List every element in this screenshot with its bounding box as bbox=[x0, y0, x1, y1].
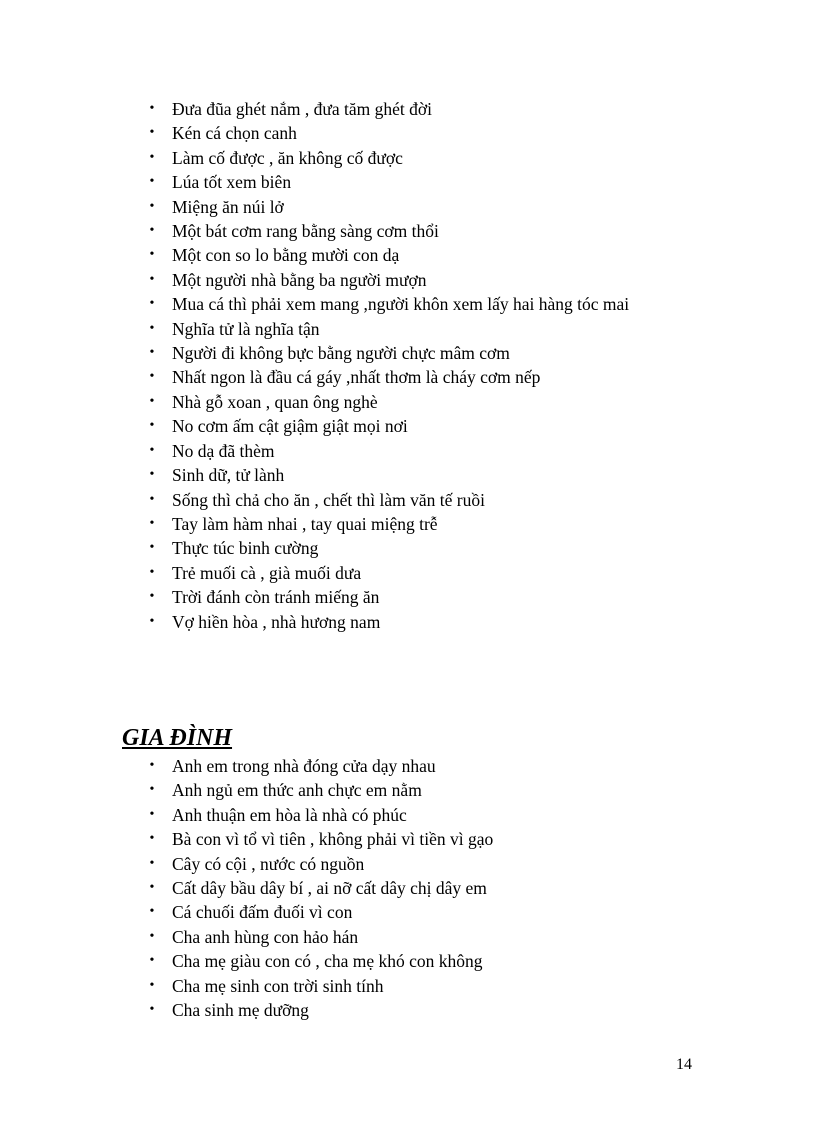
list-item bbox=[146, 146, 676, 170]
list-item bbox=[146, 585, 676, 609]
list-item-text: Làm cố được , ăn không cố được bbox=[172, 147, 403, 168]
list-item-text: Một bát cơm rang bằng sàng cơm thổi bbox=[172, 221, 439, 242]
bullet-icon: • bbox=[149, 953, 155, 969]
list-item bbox=[146, 121, 676, 145]
list-item-text: Sinh dữ, tử lành bbox=[172, 465, 285, 486]
list-item bbox=[146, 365, 676, 389]
list-item-text: Cất dây bầu dây bí , ai nỡ cất dây chị dây em bbox=[172, 878, 487, 899]
list-item bbox=[146, 900, 676, 924]
list-item bbox=[146, 219, 676, 243]
bullet-icon: • bbox=[149, 806, 155, 822]
page-number: 14 bbox=[676, 1056, 692, 1073]
bullet-icon: • bbox=[149, 442, 155, 458]
bullet-icon: • bbox=[149, 223, 155, 239]
list-item bbox=[146, 317, 676, 341]
bullet-icon: • bbox=[149, 271, 155, 287]
list-item-text: Bà con vì tổ vì tiên , không phải vì tiền vì gạo bbox=[172, 829, 494, 850]
list-item bbox=[146, 610, 676, 634]
list-item-text: Lúa tốt xem biên bbox=[172, 172, 292, 193]
list-item bbox=[146, 778, 676, 802]
list-item bbox=[146, 876, 676, 900]
list-item-text: Thực túc binh cường bbox=[172, 538, 319, 559]
list-item-text: Cây có cội , nước có nguồn bbox=[172, 853, 365, 874]
bullet-icon: • bbox=[149, 758, 155, 773]
list-item-text: No dạ đã thèm bbox=[172, 440, 275, 461]
bullet-icon: • bbox=[149, 855, 155, 871]
proverb-list-family bbox=[146, 754, 676, 1022]
bullet-icon: • bbox=[149, 296, 155, 312]
bullet-icon: • bbox=[149, 198, 155, 214]
bullet-icon: • bbox=[149, 345, 155, 361]
bullet-icon: • bbox=[149, 149, 155, 165]
proverb-list-top bbox=[146, 97, 676, 634]
list-item bbox=[146, 998, 676, 1022]
list-item-text: Cha mẹ giàu con có , cha mẹ khó con không bbox=[172, 951, 483, 972]
list-item bbox=[146, 488, 676, 512]
bullet-icon: • bbox=[149, 540, 155, 556]
list-item-text: Một người nhà bằng ba người mượn bbox=[172, 269, 427, 290]
bullet-icon: • bbox=[149, 613, 155, 629]
list-item-text: Cá chuối đấm đuối vì con bbox=[172, 902, 353, 923]
bullet-icon: • bbox=[149, 467, 155, 483]
list-item-text: Kén cá chọn canh bbox=[172, 123, 297, 144]
list-item bbox=[146, 561, 676, 585]
list-item bbox=[146, 170, 676, 194]
bullet-icon: • bbox=[149, 589, 155, 605]
list-item-text: Cha anh hùng con hảo hán bbox=[172, 926, 359, 947]
list-item bbox=[146, 974, 676, 998]
list-item bbox=[146, 852, 676, 876]
list-item bbox=[146, 925, 676, 949]
section-heading: GIA ĐÌNH bbox=[122, 725, 233, 751]
list-item-text: Nhất ngon là đầu cá gáy ,nhất thơm là cháy cơm nếp bbox=[172, 367, 541, 388]
list-item-text: Người đi không bực bằng người chực mâm cơm bbox=[172, 343, 510, 364]
list-item-text: Nghĩa tử là nghĩa tận bbox=[172, 318, 320, 339]
list-item-text: Sống thì chả cho ăn , chết thì làm văn tế ruồi bbox=[172, 489, 485, 510]
list-item-text: Trẻ muối cà , già muối dưa bbox=[172, 562, 362, 583]
list-item-text: Đưa đũa ghét nắm , đưa tăm ghét đời bbox=[172, 99, 433, 119]
bullet-icon: • bbox=[149, 320, 155, 336]
bullet-icon: • bbox=[149, 928, 155, 944]
bullet-icon: • bbox=[149, 977, 155, 993]
bullet-icon: • bbox=[149, 782, 155, 798]
list-item bbox=[146, 512, 676, 536]
list-item bbox=[146, 390, 676, 414]
list-item bbox=[146, 414, 676, 438]
bullet-icon: • bbox=[149, 491, 155, 507]
list-item-text: Anh ngủ em thức anh chực em nằm bbox=[172, 780, 422, 801]
bullet-icon: • bbox=[149, 880, 155, 896]
bullet-icon: • bbox=[149, 418, 155, 434]
list-item bbox=[146, 243, 676, 267]
list-item bbox=[146, 803, 676, 827]
list-item bbox=[146, 268, 676, 292]
bullet-icon: • bbox=[149, 393, 155, 409]
list-item bbox=[146, 754, 676, 778]
list-item bbox=[146, 536, 676, 560]
bullet-icon: • bbox=[149, 247, 155, 263]
bullet-icon: • bbox=[149, 904, 155, 920]
list-item-text: Tay làm hàm nhai , tay quai miệng trễ bbox=[172, 513, 438, 534]
bullet-icon: • bbox=[149, 101, 155, 116]
list-item bbox=[146, 463, 676, 487]
bullet-icon: • bbox=[149, 125, 155, 141]
list-item-text: Một con so lo bằng mười con dạ bbox=[172, 245, 400, 266]
list-item-text: Miệng ăn núi lở bbox=[172, 196, 284, 217]
bullet-icon: • bbox=[149, 831, 155, 847]
list-item bbox=[146, 195, 676, 219]
list-item-text: Mua cá thì phải xem mang ,người khôn xem lấy hai hàng tóc mai bbox=[172, 294, 630, 315]
list-item-text: Anh thuận em hòa là nhà có phúc bbox=[172, 804, 407, 825]
bullet-icon: • bbox=[149, 1002, 155, 1018]
list-item-text: Cha sinh mẹ dưỡng bbox=[172, 1000, 309, 1021]
list-item bbox=[146, 97, 676, 121]
list-item bbox=[146, 949, 676, 973]
list-item-text: Cha mẹ sinh con trời sinh tính bbox=[172, 975, 384, 996]
bullet-icon: • bbox=[149, 369, 155, 385]
list-item bbox=[146, 292, 676, 316]
bullet-icon: • bbox=[149, 564, 155, 580]
list-item-text: Trời đánh còn tránh miếng ăn bbox=[172, 587, 380, 608]
list-item-text: No cơm ấm cật giậm giật mọi nơi bbox=[172, 416, 408, 437]
list-item-text: Anh em trong nhà đóng cửa dạy nhau bbox=[172, 756, 436, 776]
list-item bbox=[146, 439, 676, 463]
list-item-text: Vợ hiền hòa , nhà hương nam bbox=[172, 611, 381, 632]
list-item bbox=[146, 827, 676, 851]
list-item-text: Nhà gỗ xoan , quan ông nghè bbox=[172, 391, 378, 412]
bullet-icon: • bbox=[149, 174, 155, 190]
list-item bbox=[146, 341, 676, 365]
bullet-icon: • bbox=[149, 515, 155, 531]
